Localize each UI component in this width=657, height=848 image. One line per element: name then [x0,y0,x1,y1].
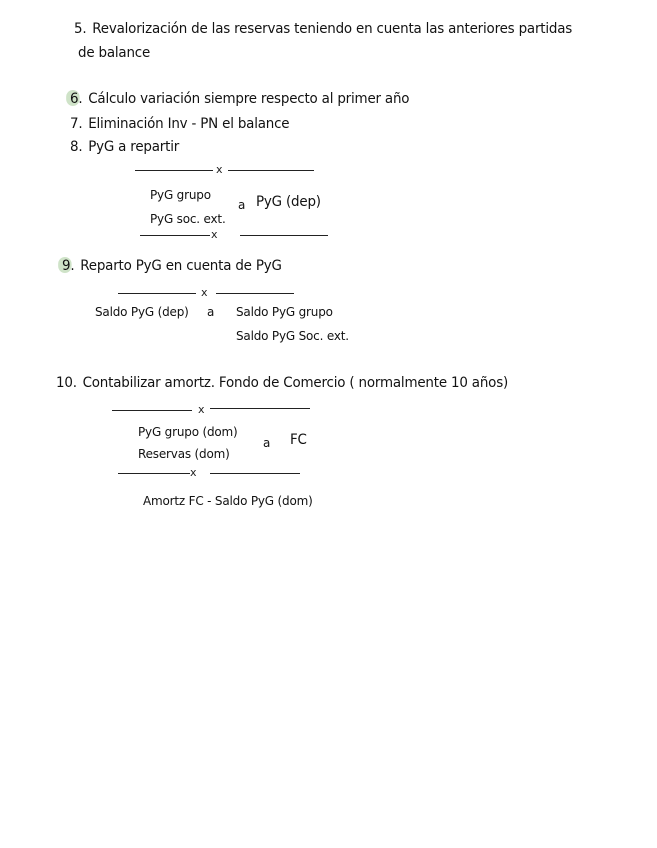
entry-top-rule-right [228,170,314,171]
entry-top-rule-left [118,293,196,294]
item-text: Eliminación Inv - PN el balance [88,116,290,132]
entry-credit-line: PyG (dep) [256,194,321,210]
entry-cross-mark: x [211,228,218,241]
entry-debit-line: Saldo PyG (dep) [95,304,189,319]
entry-a: a [207,304,215,319]
item-number: 9. [62,258,75,274]
list-item-5-continuation: de balance [78,45,151,61]
item-number: 5. [74,21,87,37]
entry-a: a [238,197,246,212]
item-text: Cálculo variación siempre respecto al primer año [88,91,410,107]
entry-debit-line: Reservas (dom) [138,446,230,461]
entry-debit-line: PyG soc. ext. [150,211,226,226]
item-text: Reparto PyG en cuenta de PyG [80,258,282,274]
list-item-6 [70,90,409,108]
item-text: Revalorización de las reservas teniendo en cuenta las anteriores partidas [92,21,573,37]
entry-line: Amortz FC - Saldo PyG (dom) [143,493,313,508]
entry-cross-mark: x [216,163,223,176]
list-item-8 [70,138,179,156]
entry-bottom-rule-left [118,473,190,474]
item-number: 6. [70,91,83,107]
entry-cross-mark: x [190,466,197,479]
entry-top-rule-right [216,293,294,294]
list-item-10 [56,374,508,392]
item-number: 8. [70,139,83,155]
entry-bottom-rule-right [210,473,300,474]
entry-credit-line: FC [290,432,307,448]
item-number: 7. [70,116,83,132]
item-text: Contabilizar amortz. Fondo de Comercio ( normalmente 10 años) [82,375,509,391]
list-item-9 [62,257,282,275]
item-text: PyG a repartir [88,139,180,155]
list-item-5 [74,20,572,38]
entry-credit-line: Saldo PyG grupo [236,304,333,319]
entry-bottom-rule-left [140,235,210,236]
entry-debit-line: PyG grupo (dom) [138,424,238,439]
item-number: 10. [56,375,77,391]
entry-cross-mark: x [198,403,205,416]
list-item-7 [70,115,289,133]
entry-top-rule-left [135,170,213,171]
entry-top-rule-left [112,410,192,411]
entry-cross-mark: x [201,286,208,299]
entry-top-rule-right [210,408,310,409]
entry-credit-line: Saldo PyG Soc. ext. [236,328,349,343]
entry-a: a [263,435,271,450]
entry-bottom-rule-right [240,235,328,236]
entry-debit-line: PyG grupo [150,187,211,202]
